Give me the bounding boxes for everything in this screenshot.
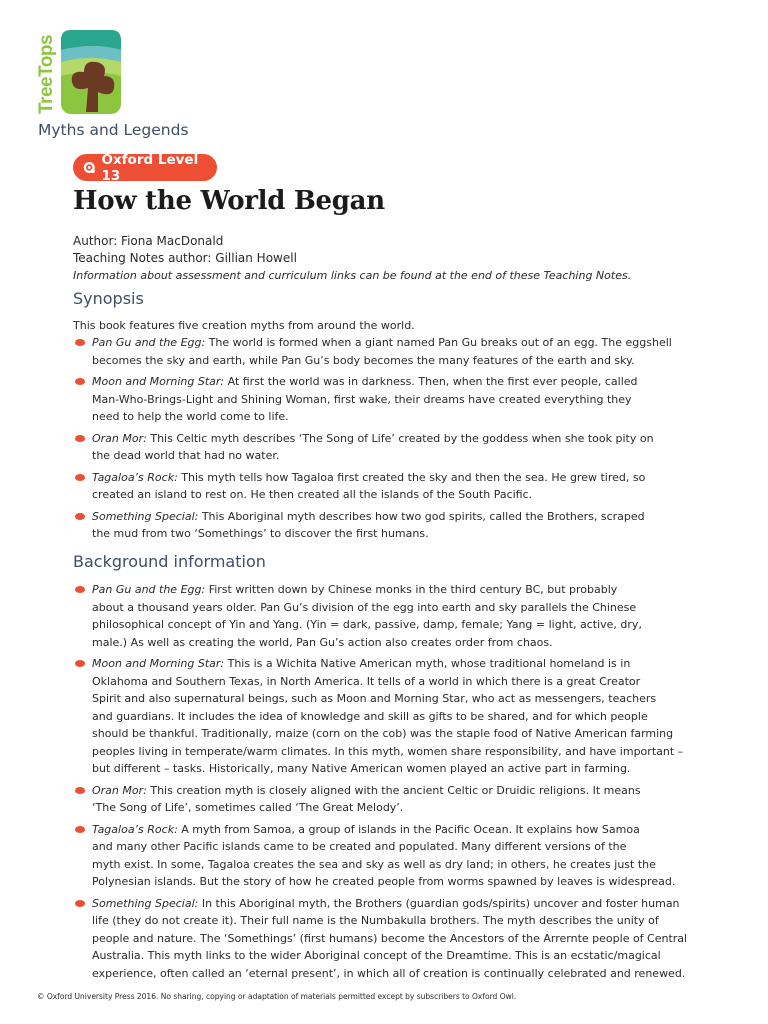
text-line	[92, 352, 693, 370]
item-text: and many other Pacific islands came to be created and populated. Many different versions of the	[92, 840, 627, 853]
text-line	[92, 581, 693, 599]
text-line	[92, 690, 693, 708]
text-line	[92, 743, 693, 761]
item-label: Pan Gu and the Egg:	[92, 583, 206, 596]
list-item	[73, 821, 693, 891]
item-text: This Celtic myth describes ‘The Song of Life’ created by the goddess when she took pity on	[150, 431, 654, 445]
item-text: Australia. This myth links to the wider Aboriginal concept of the Dreamtime. This is an ecstatic/magical	[92, 949, 661, 962]
item-text: Man-Who-Brings-Light and Shining Woman, first wake, their dreams have created everything they	[92, 392, 632, 406]
text-line	[92, 856, 693, 874]
bullet-icon	[75, 660, 85, 667]
item-text: Polynesian islands. But the story of how he created people from worms spawned by leaves is widespread.	[92, 875, 676, 888]
item-text: the mud from two ‘Somethings’ to discover the first humans.	[92, 527, 429, 540]
synopsis-list	[73, 334, 693, 543]
text-line	[92, 508, 693, 526]
bullet-icon	[75, 513, 85, 520]
bullet-icon	[75, 474, 85, 481]
owl-icon	[83, 161, 96, 174]
item-text: This creation myth is closely aligned with the ancient Celtic or Druidic religions. It means	[150, 783, 641, 797]
list-item	[73, 508, 693, 543]
bullet-icon	[75, 787, 85, 794]
item-text: the dead world that had no water.	[92, 449, 280, 462]
item-text: male.) As well as creating the world, Pan Gu’s action also creates order from chaos.	[92, 635, 553, 649]
text-line	[92, 616, 693, 634]
item-label: Tagaloa’s Rock:	[92, 470, 178, 484]
item-label: Pan Gu and the Egg:	[92, 336, 206, 349]
item-text: life (they do not create it). Their full name is the Numbakulla brothers. The myth describes the unity of	[92, 914, 659, 927]
item-text: about a thousand years older. Pan Gu’s division of the egg into earth and sky parallels the Chinese	[92, 600, 637, 614]
text-line	[92, 486, 693, 504]
brand-name: TreeTops	[36, 34, 57, 114]
level-badge	[73, 151, 217, 184]
text-line	[92, 895, 693, 913]
item-text: people and nature. The ‘Somethings’ (first humans) become the Ancestors of the Arrernte people of Central	[92, 931, 688, 945]
background-heading: Background information	[73, 552, 266, 571]
list-item	[73, 373, 693, 426]
text-line	[92, 782, 693, 800]
item-text: peoples living in temperate/warm climates. In this myth, women share responsibility, and have important –	[92, 744, 684, 758]
text-line	[92, 599, 693, 617]
text-line	[92, 525, 693, 543]
text-line	[92, 391, 693, 409]
item-text: created an island to rest on. He then created all the islands of the South Pacific.	[92, 488, 533, 501]
bullet-icon	[75, 435, 85, 442]
list-item	[73, 782, 693, 817]
list-item	[73, 895, 693, 983]
text-line	[92, 373, 693, 391]
text-line	[92, 447, 693, 465]
item-text: At first the world was in darkness. Then, when the first ever people, called	[227, 375, 638, 388]
author-line: Author: Fiona MacDonald	[73, 234, 224, 248]
item-text: philosophical concept of Yin and Yang. (Yin = dark, passive, damp, female; Yang = light, active, dry,	[92, 618, 642, 631]
item-text: A myth from Samoa, a group of islands in the Pacific Ocean. It explains how Samoa	[181, 822, 640, 836]
notes-author-line: Teaching Notes author: Gillian Howell	[73, 251, 297, 265]
list-item	[73, 430, 693, 465]
text-line	[92, 634, 693, 652]
bullet-icon	[75, 378, 85, 385]
text-line	[92, 655, 693, 673]
text-line	[92, 708, 693, 726]
item-text: experience, often called an ‘eternal present’, in which all of creation is continually celebrated and renewed.	[92, 966, 686, 980]
text-line	[92, 725, 693, 743]
item-text: In this Aboriginal myth, the Brothers (guardian gods/spirits) uncover and foster human	[201, 896, 680, 910]
synopsis-intro: This book features five creation myths from around the world.	[73, 319, 415, 332]
item-text: ‘The Song of Life’, sometimes called ‘The Great Melody’.	[92, 801, 404, 814]
list-item	[73, 469, 693, 504]
item-text: This Aboriginal myth describes how two god spirits, called the Brothers, scraped	[201, 509, 645, 523]
list-item	[73, 655, 693, 778]
item-label: Tagaloa’s Rock:	[92, 822, 178, 836]
background-list	[73, 581, 693, 982]
info-note: Information about assessment and curriculum links can be found at the end of these Teaching Notes.	[73, 269, 632, 282]
level-label: Oxford Level 13	[101, 151, 199, 184]
text-line	[92, 799, 693, 817]
item-label: Something Special:	[92, 896, 199, 910]
bullet-icon	[75, 339, 85, 346]
text-line	[92, 965, 693, 983]
item-text: Spirit and also supernatural beings, such as Moon and Morning Star, who act as messengers, teachers	[92, 692, 657, 705]
synopsis-heading: Synopsis	[73, 289, 144, 308]
item-text: becomes the sky and earth, while Pan Gu’s body becomes the many features of the earth and sky.	[92, 353, 635, 367]
item-text: This is a Wichita Native American myth, whose traditional homeland is in	[227, 657, 631, 670]
text-line	[92, 334, 693, 352]
text-line	[92, 469, 693, 487]
copyright-footer: © Oxford University Press 2016. No sharing, copying or adaptation of materials permitted except by subscribers to Oxford Owl.	[37, 992, 517, 1001]
bullet-icon	[75, 900, 85, 907]
text-line	[92, 838, 693, 856]
text-line	[92, 673, 693, 691]
item-text: need to help the world come to life.	[92, 410, 289, 423]
text-line	[92, 947, 693, 965]
text-line	[92, 930, 693, 948]
item-text: but different – tasks. Historically, many Native American women played an active part in farming.	[92, 762, 631, 775]
item-text: First written down by Chinese monks in the third century BC, but probably	[208, 583, 618, 596]
item-label: Something Special:	[92, 509, 199, 523]
bullet-icon	[75, 586, 85, 593]
item-label: Oran Mor:	[92, 783, 147, 797]
item-label: Moon and Morning Star:	[92, 375, 225, 388]
text-line	[92, 873, 693, 891]
text-line	[92, 912, 693, 930]
bullet-icon	[75, 826, 85, 833]
series-title: Myths and Legends	[38, 121, 189, 139]
text-line	[92, 760, 693, 778]
text-line	[92, 821, 693, 839]
item-label: Oran Mor:	[92, 431, 147, 445]
page-title: How the World Began	[73, 186, 385, 216]
item-text: This myth tells how Tagaloa first created the sky and then the sea. He grew tired, so	[181, 470, 646, 484]
text-line	[92, 430, 693, 448]
text-line	[92, 408, 693, 426]
list-item	[73, 334, 693, 369]
item-text: The world is formed when a giant named Pan Gu breaks out of an egg. The eggshell	[208, 336, 672, 349]
item-label: Moon and Morning Star:	[92, 657, 225, 670]
item-text: Oklahoma and Southern Texas, in North America. It tells of a world in which there is a great Creator	[92, 674, 641, 688]
item-text: should be thankful. Traditionally, maize (corn on the cob) was the staple food of Native American farming	[92, 727, 674, 740]
item-text: and guardians. It includes the idea of knowledge and skill as gifts to be shared, and for which people	[92, 709, 648, 723]
list-item	[73, 581, 693, 651]
item-text: myth exist. In some, Tagaloa creates the sea and sky as well as dry land; in others, he creates just the	[92, 857, 656, 871]
